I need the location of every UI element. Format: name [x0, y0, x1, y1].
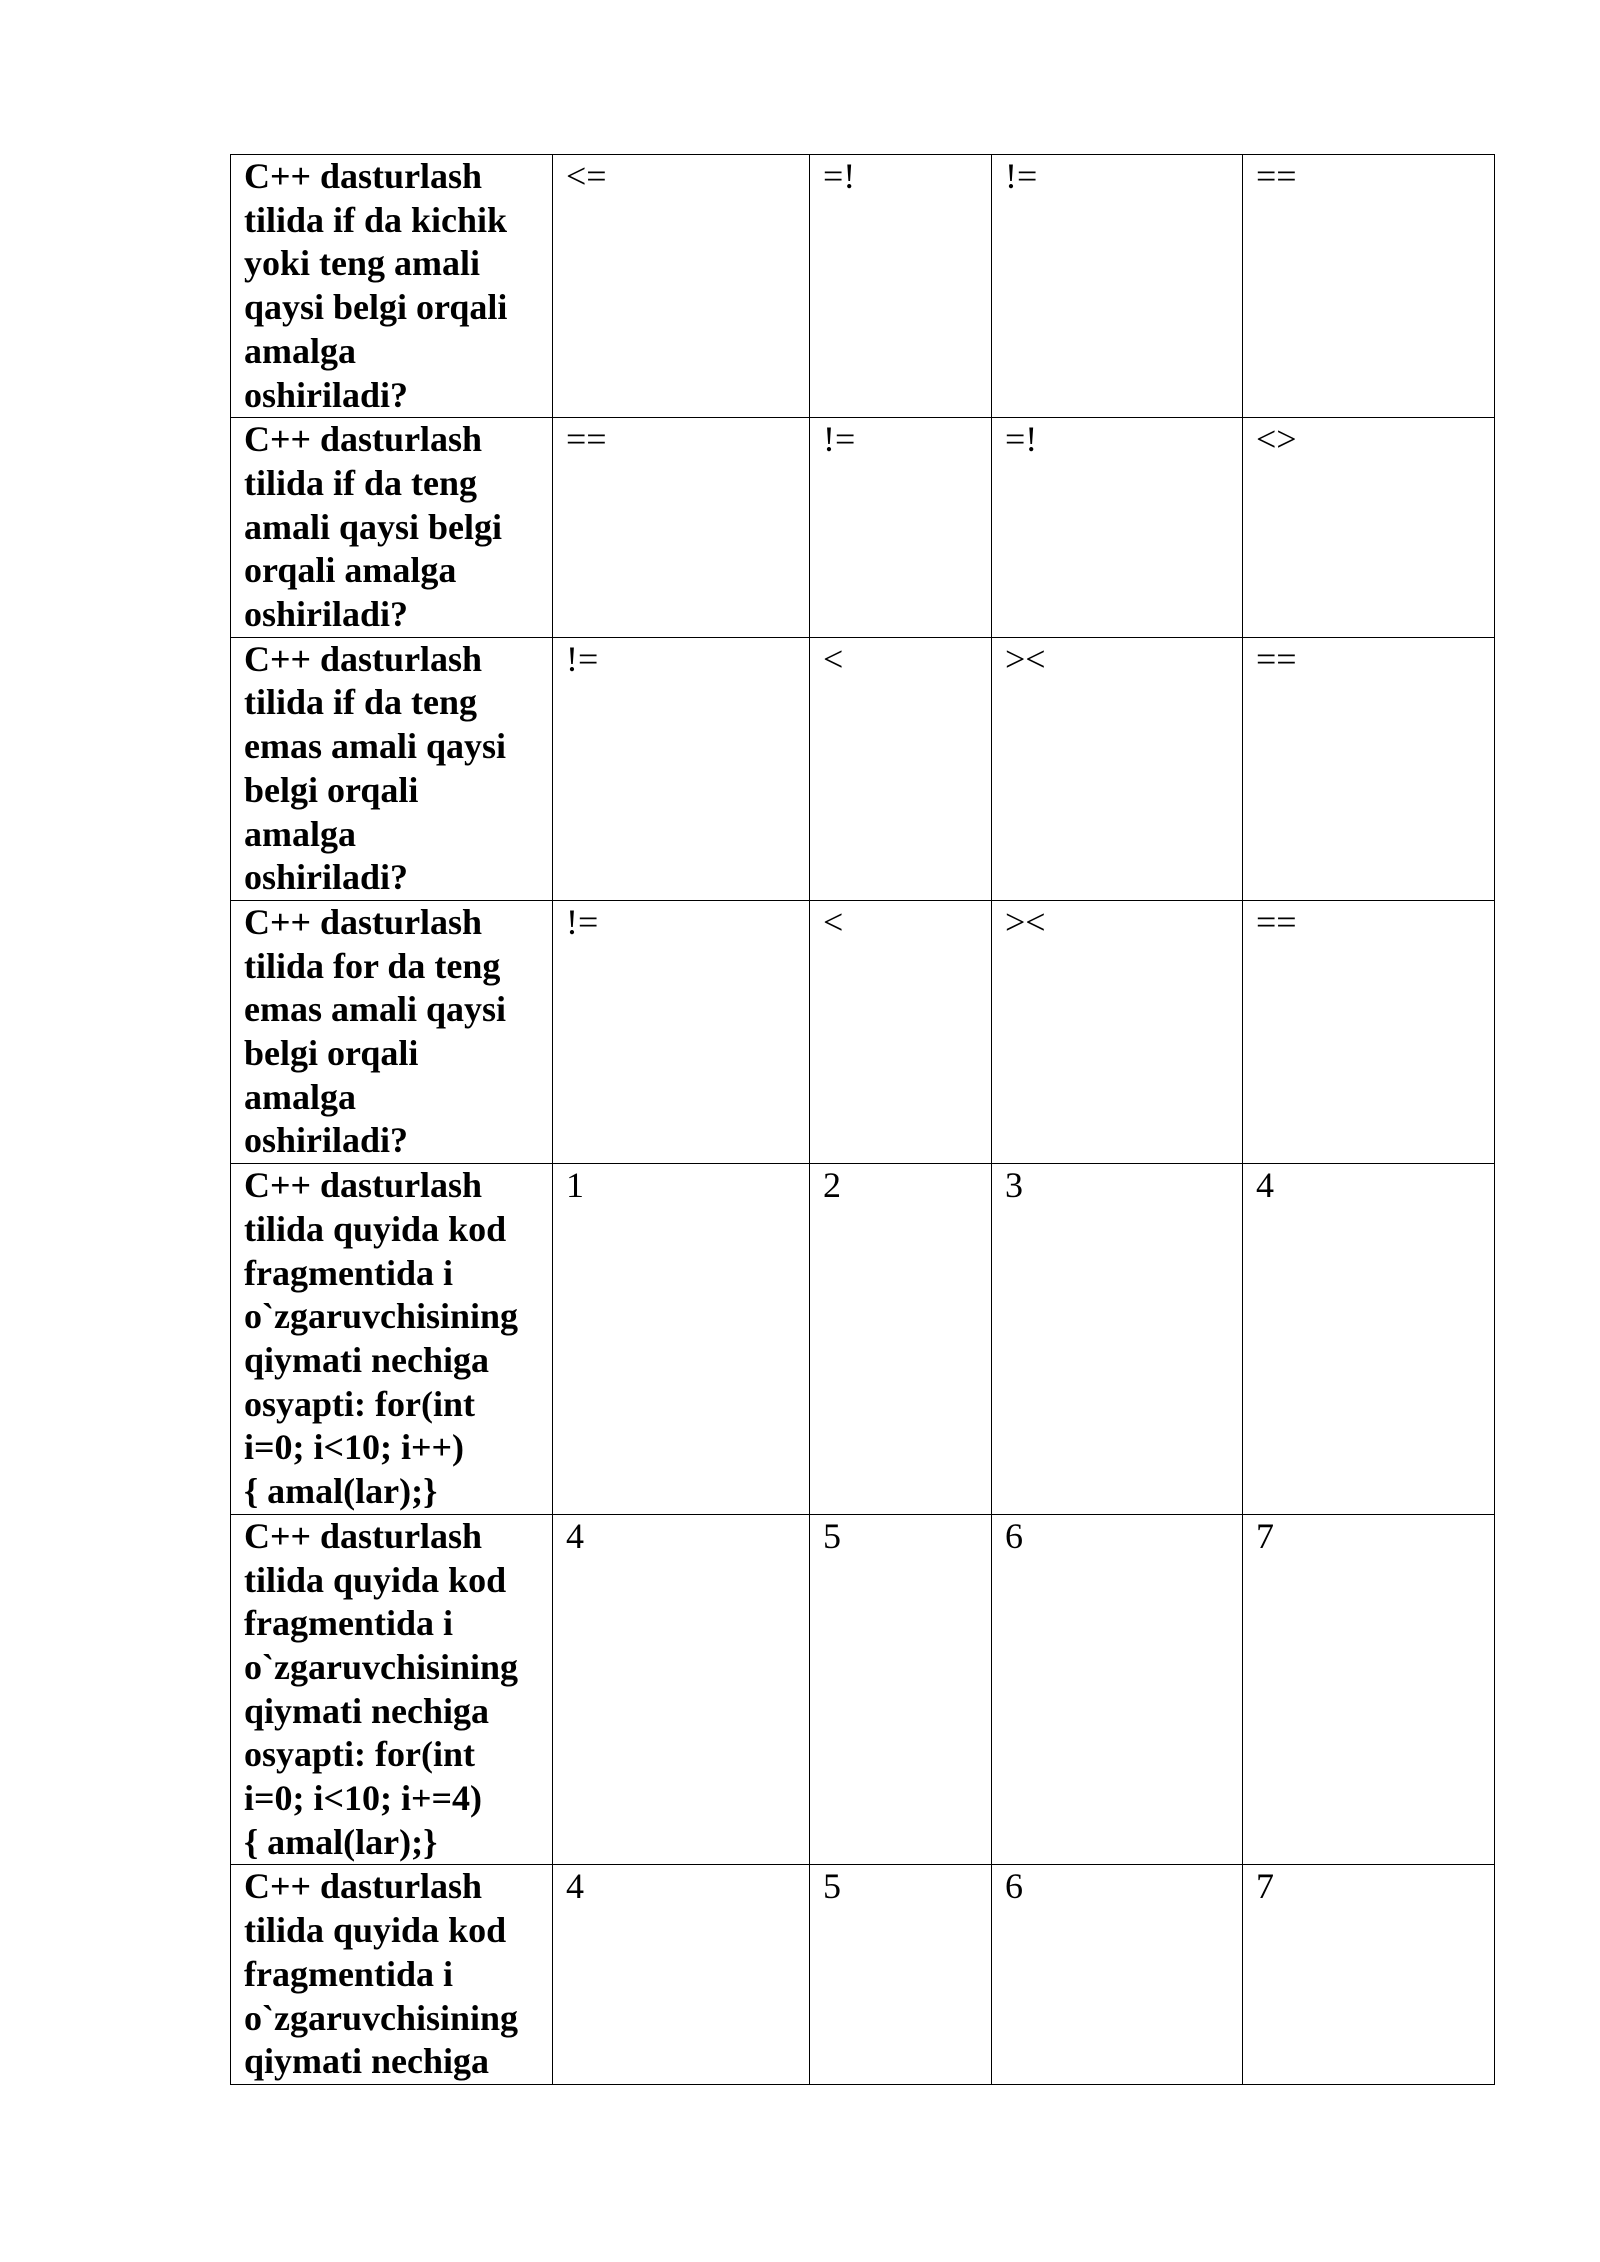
option-c-cell: >< [992, 900, 1243, 1163]
option-b-cell: 2 [810, 1164, 992, 1515]
option-c-cell: >< [992, 637, 1243, 900]
question-cell [231, 637, 553, 900]
question-text: C++ dasturlash tilida if da teng amali qaysi belgi orqali amalga oshiriladi? [244, 419, 503, 635]
table-row [231, 1164, 1495, 1515]
question-text: C++ dasturlash tilida quyida kod fragmentida i o`zgaruvchisining qiymati nechiga osyapti: for(int i=0; i<10; i++) { amal(lar);} [244, 1165, 519, 1512]
option-c-cell: 6 [992, 1514, 1243, 1865]
table-row [231, 637, 1495, 900]
question-text: C++ dasturlash tilida for da teng emas amali qaysi belgi orqali amalga oshiriladi? [244, 901, 507, 1161]
option-d-cell: == [1243, 637, 1495, 900]
option-c-cell: =! [992, 418, 1243, 638]
option-b-cell: =! [810, 155, 992, 418]
option-b-cell: < [810, 637, 992, 900]
option-d-cell: 7 [1243, 1514, 1495, 1865]
option-d-cell: == [1243, 155, 1495, 418]
quiz-table [230, 154, 1495, 2085]
question-cell [231, 1164, 553, 1515]
option-b-cell: 5 [810, 1865, 992, 2085]
option-c-cell: 3 [992, 1164, 1243, 1515]
question-text: C++ dasturlash tilida quyida kod fragmentida i o`zgaruvchisining qiymati nechiga [244, 1866, 519, 2082]
question-cell [231, 900, 553, 1163]
option-a-cell: 4 [553, 1514, 810, 1865]
option-d-cell: 7 [1243, 1865, 1495, 2085]
question-cell [231, 155, 553, 418]
question-text: C++ dasturlash tilida if da kichik yoki teng amali qaysi belgi orqali amalga oshiriladi? [244, 156, 508, 415]
option-b-cell: != [810, 418, 992, 638]
question-text: C++ dasturlash tilida if da teng emas amali qaysi belgi orqali amalga oshiriladi? [244, 638, 507, 898]
table-row [231, 900, 1495, 1163]
table-row [231, 1514, 1495, 1865]
question-text: C++ dasturlash tilida quyida kod fragmentida i o`zgaruvchisining qiymati nechiga osyapti: for(int i=0; i<10; i+=4) { amal(lar);} [244, 1515, 519, 1862]
table-row [231, 418, 1495, 638]
option-a-cell: != [553, 900, 810, 1163]
option-d-cell: == [1243, 900, 1495, 1163]
table-row [231, 1865, 1495, 2085]
option-b-cell: 5 [810, 1514, 992, 1865]
option-a-cell: 1 [553, 1164, 810, 1515]
question-cell [231, 1514, 553, 1865]
option-a-cell: 4 [553, 1865, 810, 2085]
option-c-cell: 6 [992, 1865, 1243, 2085]
table-row [231, 155, 1495, 418]
option-d-cell: <> [1243, 418, 1495, 638]
option-a-cell: != [553, 637, 810, 900]
question-cell [231, 1865, 553, 2085]
question-cell [231, 418, 553, 638]
option-a-cell: == [553, 418, 810, 638]
option-b-cell: < [810, 900, 992, 1163]
option-d-cell: 4 [1243, 1164, 1495, 1515]
option-a-cell: <= [553, 155, 810, 418]
option-c-cell: != [992, 155, 1243, 418]
